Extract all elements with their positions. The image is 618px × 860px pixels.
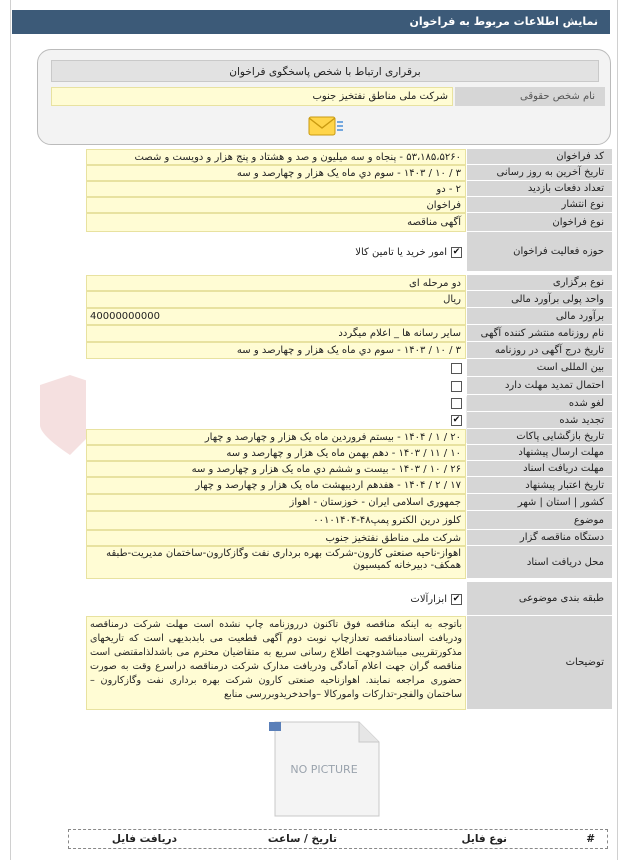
row-international (86, 359, 612, 377)
newspaper-date-label: تاریخ درج آگهی در روزنامه (467, 342, 612, 359)
subject-value: کلوز درین الکترو پمپ۴۸-۰۰۱۰۱۴۰۴ (86, 511, 466, 530)
holding-type-value: دو مرحله ای (86, 275, 466, 291)
row-offer-deadline (86, 445, 612, 461)
envelope-icon[interactable] (308, 114, 344, 138)
page-title: نمایش اطلاعات مربوط به فراخوان (12, 10, 610, 34)
activity-area-text: امور خرید یا تامین کالا (355, 246, 447, 258)
category-checkbox[interactable] (451, 594, 462, 605)
row-holding-type (86, 275, 612, 291)
row-newspaper-date (86, 342, 612, 359)
renewed-checkbox[interactable] (451, 415, 462, 426)
row-visits (86, 181, 612, 197)
activity-area-checkbox[interactable] (451, 247, 462, 258)
col-date-time: تاریخ / ساعت (267, 833, 337, 845)
contact-box (37, 49, 611, 145)
estimate-label: برآورد مالی (467, 308, 612, 325)
publish-type-value: فراخوان (86, 197, 466, 213)
publish-type-label: نوع انتشار (467, 197, 612, 213)
category-text: ابزارآلات (410, 593, 447, 605)
row-notes (86, 616, 612, 710)
row-envelope-open (86, 429, 612, 445)
validity-label: تاریخ اعتبار پیشنهاد (467, 477, 612, 494)
renewed-label: تجدید شده (467, 412, 612, 429)
row-extension (86, 377, 612, 395)
extension-checkbox[interactable] (451, 381, 462, 392)
code-value: ۵۳،۱۸۵،۵۲۶۰ - پنجاه و سه میلیون و صد و هشتاد و پنج هزار و دویست و شصت (86, 149, 466, 165)
cancelled-checkbox[interactable] (451, 398, 462, 409)
row-renewed (86, 412, 612, 429)
offer-deadline-value: ۱۰ / ۱۱ / ۱۴۰۳ - دهم بهمن ماه یک هزار و چهارصد و سه (86, 445, 466, 461)
visits-value: ۲ - دو (86, 181, 466, 197)
row-doc-deadline (86, 461, 612, 477)
subject-label: موضوع (467, 511, 612, 530)
contact-title: برقراری ارتباط با شخص پاسخگوی فراخوان (51, 60, 599, 82)
doc-place-label: محل دریافت اسناد (467, 546, 612, 579)
row-location (86, 494, 612, 511)
row-newspaper (86, 325, 612, 342)
validity-value: ۱۷ / ۲ / ۱۴۰۴ - هفدهم اردیبهشت ماه یک هزار و چهارصد و چهار (86, 477, 466, 494)
holding-type-label: نوع برگزاری (467, 275, 612, 291)
row-category (86, 582, 612, 616)
row-subject (86, 511, 612, 530)
category-value (86, 582, 466, 616)
row-code (86, 149, 612, 165)
notes-value: باتوجه به اینکه مناقصه فوق تاکنون درروزنامه چاپ نشده است مهلت شرکت درمناقصه ودریافت اسنادمناقصه تعدازچاپ نوبت دوم آگهی قطعیت می بابدبدیهی است که تاریخهای مذکورتقریبی میباشدوجهت اطلاع رسانی سریع به متقاضیان محترم می باشدلذامقتضی است مناقصه گران جهت اعلام آمادگی ودریافت مدارک شرکت درمناقصه دراسرع وقت به صورت حضوری مراجعه نمایند. اهوازناحیه صنعتی کارون شرکت بهره برداری نفت وگازکارون –ساختمان والفجر-تداركات وامورکالا –واحدخریدوبررسی منابع (86, 616, 466, 710)
location-value: جمهوری اسلامی ایران - خوزستان - اهواز (86, 494, 466, 511)
files-table-header (68, 829, 608, 849)
row-activity-area (86, 232, 612, 272)
cancelled-label: لغو شده (467, 395, 612, 412)
organizer-value: شرکت ملی مناطق نفتخیز جنوب (86, 530, 466, 546)
cancelled-value (86, 395, 466, 412)
row-publish-type (86, 197, 612, 213)
newspaper-date-value: ۳ / ۱۰ / ۱۴۰۳ - سوم دي ماه یک هزار و چهارصد و سه (86, 342, 466, 359)
row-doc-place (86, 546, 612, 579)
call-type-label: نوع فراخوان (467, 213, 612, 232)
doc-place-value: اهواز-ناحیه صنعتی کارون-شرکت بهره برداری نفت وگازکارون-ساختمان مدیریت-طبقه همکف- دبیرخانه کمیسیون (86, 546, 466, 579)
envelope-open-value: ۲۰ / ۱ / ۱۴۰۴ - بیستم فروردین ماه یک هزار و چهارصد و چهار (86, 429, 466, 445)
doc-deadline-value: ۲۶ / ۱۰ / ۱۴۰۳ - بیست و ششم دي ماه یک هزار و چهارصد و سه (86, 461, 466, 477)
doc-deadline-label: مهلت دریافت اسناد (467, 461, 612, 477)
call-type-value: آگهی مناقصه (86, 213, 466, 232)
currency-value: ریال (86, 291, 466, 308)
file-icon (269, 722, 281, 731)
col-file-type: نوع فایل (461, 833, 507, 845)
visits-label: تعداد دفعات بازدید (467, 181, 612, 197)
location-label: کشور | استان | شهر (467, 494, 612, 511)
no-picture-text: NO PICTURE (290, 763, 358, 776)
offer-deadline-label: مهلت ارسال پیشنهاد (467, 445, 612, 461)
extension-value (86, 377, 466, 395)
renewed-value (86, 412, 466, 429)
currency-label: واحد پولی برآورد مالی (467, 291, 612, 308)
row-last-update (86, 165, 612, 181)
col-index: # (586, 833, 595, 845)
notes-label: توضیحات (467, 616, 612, 710)
estimate-value: 40000000000 (86, 308, 466, 325)
col-download: دریافت فایل (111, 833, 177, 845)
code-label: کد فراخوان (467, 149, 612, 165)
organizer-label: دستگاه مناقصه گزار (467, 530, 612, 546)
legal-name-value: شرکت ملی مناطق نفتخیز جنوب (51, 87, 453, 106)
category-label: طبقه بندی موضوعی (467, 582, 612, 616)
last-update-label: تاریخ آخرین به روز رسانی (467, 165, 612, 181)
activity-area-value (86, 232, 466, 272)
no-picture-image (267, 720, 382, 818)
legal-name-row (51, 87, 605, 106)
row-call-type (86, 213, 612, 232)
newspaper-value: سایر رسانه ها _ اعلام میگردد (86, 325, 466, 342)
row-validity (86, 477, 612, 494)
international-value (86, 359, 466, 377)
row-cancelled (86, 395, 612, 412)
international-checkbox[interactable] (451, 363, 462, 374)
newspaper-label: نام روزنامه منتشر کننده آگهی (467, 325, 612, 342)
extension-label: احتمال تمدید مهلت دارد (467, 377, 612, 395)
activity-area-label: حوزه فعالیت فراخوان (467, 232, 612, 272)
last-update-value: ۳ / ۱۰ / ۱۴۰۳ - سوم دي ماه یک هزار و چهارصد و سه (86, 165, 466, 181)
legal-name-label: نام شخص حقوقی (455, 87, 605, 106)
envelope-open-label: تاریخ بازگشایی پاکات (467, 429, 612, 445)
international-label: بین المللی است (467, 359, 612, 377)
row-organizer (86, 530, 612, 546)
row-currency (86, 291, 612, 308)
row-estimate (86, 308, 612, 325)
